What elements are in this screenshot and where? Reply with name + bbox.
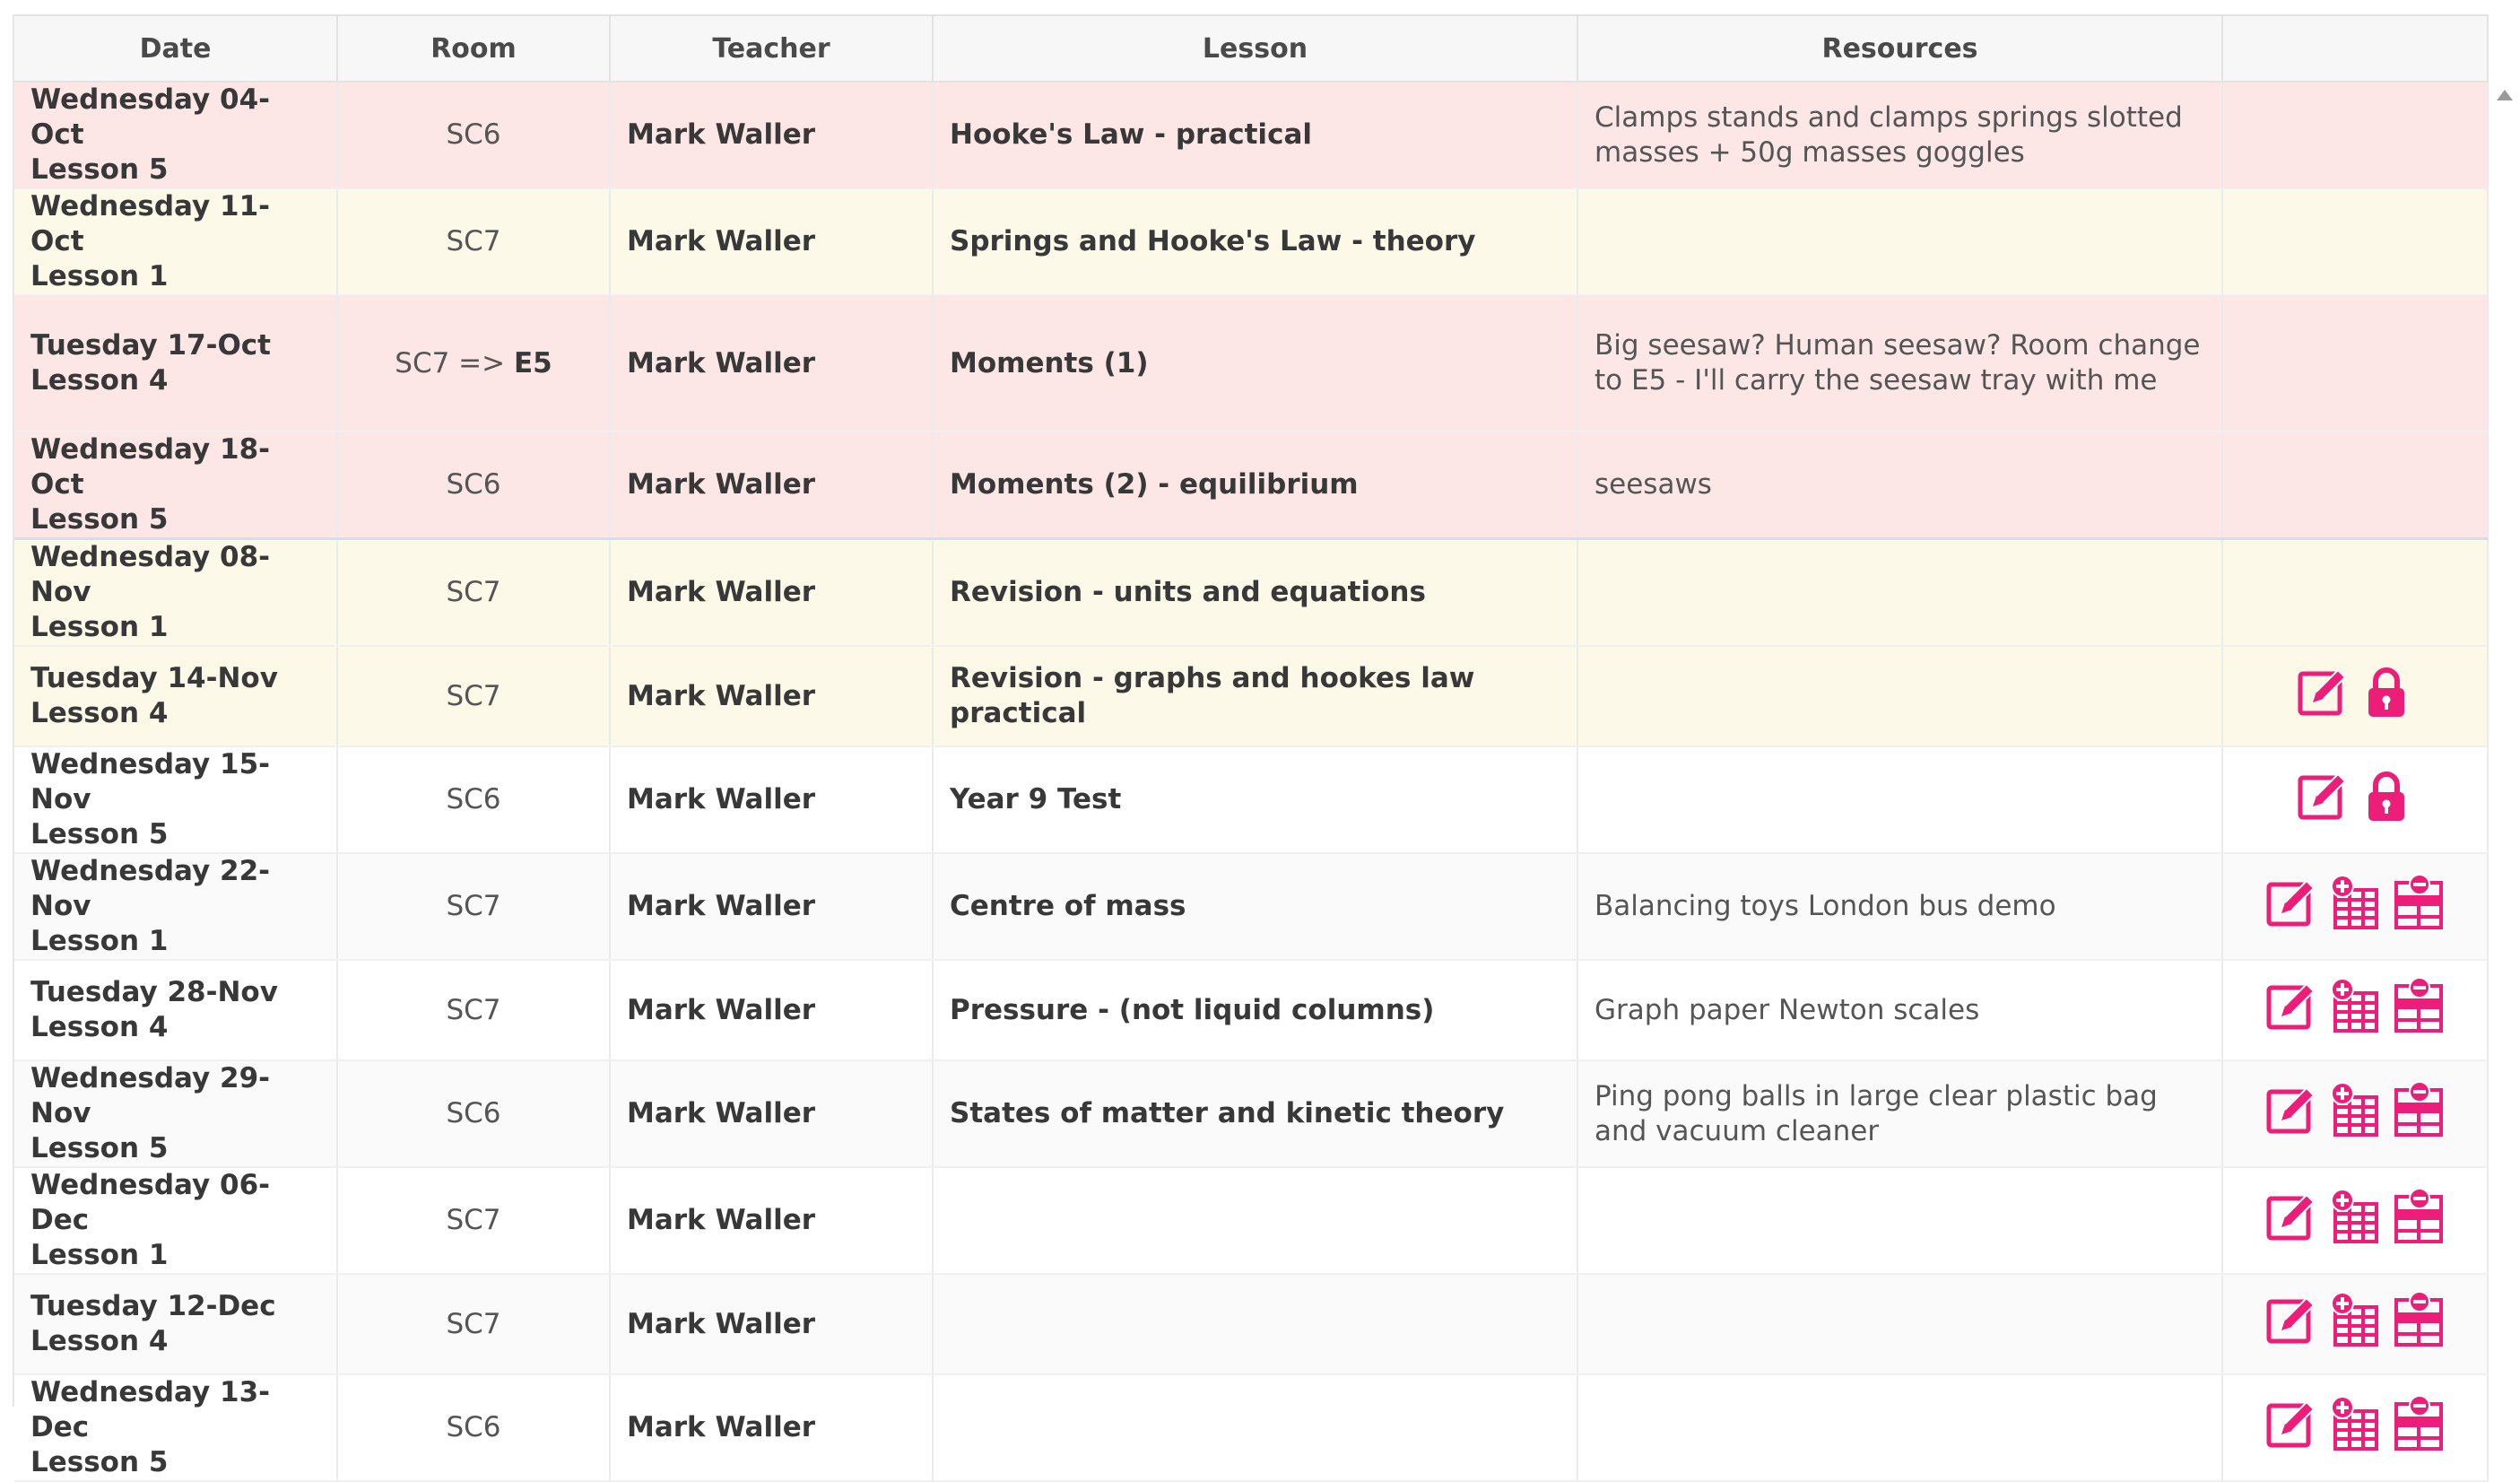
lesson-cell: Pressure - (not liquid columns)	[933, 960, 1577, 1060]
actions-cell	[2222, 1060, 2488, 1167]
date-text: Tuesday 12-Dec	[30, 1290, 276, 1322]
lesson-period-text: Lesson 4	[30, 1325, 169, 1357]
lesson-cell: Centre of mass	[933, 853, 1577, 960]
actions-cell	[2222, 1167, 2488, 1274]
lesson-cell	[933, 1374, 1577, 1481]
date-cell	[14, 82, 337, 188]
date-text: Wednesday 29-Nov	[30, 1062, 271, 1129]
table-row	[14, 853, 2488, 960]
remove-row-icon[interactable]	[2389, 977, 2446, 1034]
lesson-period-text: Lesson 5	[30, 503, 169, 536]
table-header-row	[14, 15, 2488, 82]
room-cell	[337, 295, 610, 432]
room-cell	[337, 1274, 610, 1374]
date-cell	[14, 539, 337, 647]
lessons-table	[14, 14, 2489, 1482]
edit-icon[interactable]	[2264, 874, 2321, 931]
table-row	[14, 188, 2488, 295]
room-text: SC7	[446, 1204, 501, 1236]
lesson-period-text: Lesson 1	[30, 925, 169, 957]
add-row-icon[interactable]	[2326, 977, 2384, 1034]
resources-cell	[1577, 1274, 2222, 1374]
resources-cell: Clamps stands and clamps springs slotted masses + 50g masses goggles	[1577, 82, 2222, 188]
room-cell	[337, 1374, 610, 1481]
room-cell	[337, 853, 610, 960]
room-cell	[337, 539, 610, 647]
header-resources[interactable]: Resources	[1577, 15, 2222, 82]
lesson-cell: Year 9 Test	[933, 746, 1577, 853]
actions-cell	[2222, 539, 2488, 647]
room-cell	[337, 1167, 610, 1274]
actions-cell	[2222, 1374, 2488, 1481]
room-text: SC7 =>	[395, 346, 506, 379]
teacher-cell: Mark Waller	[610, 1060, 933, 1167]
lesson-period-text: Lesson 5	[30, 1446, 169, 1478]
remove-row-icon[interactable]	[2389, 1395, 2446, 1452]
teacher-cell: Mark Waller	[610, 295, 933, 432]
lesson-cell: Springs and Hooke's Law - theory	[933, 188, 1577, 295]
edit-icon[interactable]	[2264, 1081, 2321, 1138]
edit-icon[interactable]	[2264, 1395, 2321, 1452]
actions-cell	[2222, 746, 2488, 853]
header-teacher[interactable]: Teacher	[610, 15, 933, 82]
lesson-period-text: Lesson 4	[30, 697, 169, 729]
resources-cell	[1577, 188, 2222, 295]
resources-cell	[1577, 1167, 2222, 1274]
lesson-period-text: Lesson 1	[30, 611, 169, 643]
room-text: SC7	[446, 576, 501, 608]
table-row	[14, 1374, 2488, 1481]
room-text: SC6	[446, 1411, 501, 1443]
row-action-icons	[2264, 1291, 2446, 1348]
actions-cell	[2222, 82, 2488, 188]
date-text: Tuesday 14-Nov	[30, 662, 278, 694]
lesson-period-text: Lesson 5	[30, 1132, 169, 1164]
date-cell	[14, 1374, 337, 1481]
add-row-icon[interactable]	[2326, 1081, 2384, 1138]
lesson-period-text: Lesson 5	[30, 818, 169, 850]
edit-icon[interactable]	[2264, 977, 2321, 1034]
date-text: Wednesday 08-Nov	[30, 541, 271, 608]
lesson-cell: Moments (2) - equilibrium	[933, 432, 1577, 539]
date-cell	[14, 1167, 337, 1274]
table-row	[14, 1060, 2488, 1167]
table-row	[14, 539, 2488, 647]
date-text: Wednesday 18-Oct	[30, 433, 271, 501]
resources-cell: seesaws	[1577, 432, 2222, 539]
room-cell	[337, 746, 610, 853]
date-text: Wednesday 06-Dec	[30, 1169, 271, 1236]
row-action-icons	[2264, 874, 2446, 931]
lesson-cell: Moments (1)	[933, 295, 1577, 432]
actions-cell	[2222, 960, 2488, 1060]
lesson-cell: Revision - units and equations	[933, 539, 1577, 647]
teacher-cell: Mark Waller	[610, 82, 933, 188]
actions-cell	[2222, 646, 2488, 746]
date-text: Wednesday 22-Nov	[30, 855, 271, 922]
remove-row-icon[interactable]	[2389, 1188, 2446, 1245]
edit-icon[interactable]	[2295, 663, 2352, 720]
edit-icon[interactable]	[2295, 767, 2352, 824]
date-text: Tuesday 17-Oct	[30, 329, 271, 362]
room-cell	[337, 188, 610, 295]
lesson-cell: States of matter and kinetic theory	[933, 1060, 1577, 1167]
room-cell	[337, 960, 610, 1060]
lesson-period-text: Lesson 1	[30, 1239, 169, 1271]
room-text: SC6	[446, 468, 501, 501]
room-change-text: E5	[513, 346, 552, 379]
actions-cell	[2222, 188, 2488, 295]
table-row	[14, 82, 2488, 188]
resources-cell: Big seesaw? Human seesaw? Room change to E5 - I'll carry the seesaw tray with me	[1577, 295, 2222, 432]
date-text: Wednesday 04-Oct	[30, 83, 271, 151]
room-text: SC7	[446, 993, 501, 1026]
date-text: Wednesday 13-Dec	[30, 1376, 271, 1443]
date-cell	[14, 432, 337, 539]
room-text: SC7	[446, 225, 501, 257]
vertical-scrollbar[interactable]	[2490, 81, 2520, 1407]
room-cell	[337, 646, 610, 746]
date-text: Tuesday 28-Nov	[30, 976, 278, 1008]
lock-icon[interactable]	[2358, 663, 2415, 720]
add-row-icon[interactable]	[2326, 1395, 2384, 1452]
row-action-icons	[2295, 663, 2415, 720]
room-cell	[337, 82, 610, 188]
header-date[interactable]: Date	[14, 15, 337, 82]
table-row	[14, 646, 2488, 746]
table-row	[14, 1274, 2488, 1374]
row-action-icons	[2264, 1395, 2446, 1452]
actions-cell	[2222, 853, 2488, 960]
teacher-cell: Mark Waller	[610, 853, 933, 960]
resources-cell	[1577, 646, 2222, 746]
teacher-cell: Mark Waller	[610, 746, 933, 853]
resources-cell: Graph paper Newton scales	[1577, 960, 2222, 1060]
lesson-period-text: Lesson 5	[30, 153, 169, 186]
lesson-period-text: Lesson 4	[30, 1011, 169, 1043]
row-action-icons	[2264, 977, 2446, 1034]
date-text: Wednesday 11-Oct	[30, 190, 271, 257]
room-cell	[337, 432, 610, 539]
actions-cell	[2222, 295, 2488, 432]
teacher-cell: Mark Waller	[610, 432, 933, 539]
teacher-cell: Mark Waller	[610, 188, 933, 295]
date-cell	[14, 853, 337, 960]
date-cell	[14, 1060, 337, 1167]
resources-cell	[1577, 746, 2222, 853]
row-action-icons	[2264, 1081, 2446, 1138]
room-text: SC6	[446, 783, 501, 815]
table-row	[14, 1167, 2488, 1274]
header-room[interactable]: Room	[337, 15, 610, 82]
room-text: SC6	[446, 118, 501, 151]
teacher-cell: Mark Waller	[610, 1374, 933, 1481]
actions-cell	[2222, 1274, 2488, 1374]
date-text: Wednesday 15-Nov	[30, 748, 271, 815]
remove-row-icon[interactable]	[2389, 1081, 2446, 1138]
resources-cell	[1577, 1374, 2222, 1481]
teacher-cell: Mark Waller	[610, 539, 933, 647]
header-lesson[interactable]: Lesson	[933, 15, 1577, 82]
room-text: SC7	[446, 890, 501, 922]
add-row-icon[interactable]	[2326, 1188, 2384, 1245]
lesson-period-text: Lesson 1	[30, 260, 169, 292]
edit-icon[interactable]	[2264, 1291, 2321, 1348]
date-cell	[14, 746, 337, 853]
lesson-cell: Hooke's Law - practical	[933, 82, 1577, 188]
room-text: SC6	[446, 1097, 501, 1129]
table-row	[14, 432, 2488, 539]
date-cell	[14, 295, 337, 432]
room-cell	[337, 1060, 610, 1167]
actions-cell	[2222, 432, 2488, 539]
row-action-icons	[2264, 1188, 2446, 1245]
lesson-period-text: Lesson 4	[30, 364, 169, 397]
row-action-icons	[2295, 767, 2415, 824]
date-cell	[14, 646, 337, 746]
table-row	[14, 746, 2488, 853]
scroll-up-arrow-icon[interactable]	[2497, 90, 2513, 100]
room-text: SC7	[446, 679, 501, 712]
date-cell	[14, 188, 337, 295]
add-row-icon[interactable]	[2326, 1291, 2384, 1348]
teacher-cell: Mark Waller	[610, 1167, 933, 1274]
lesson-cell: Revision - graphs and hookes law practical	[933, 646, 1577, 746]
lessons-table-container	[13, 14, 2488, 1478]
room-text: SC7	[446, 1307, 501, 1340]
date-cell	[14, 1274, 337, 1374]
lesson-cell	[933, 1167, 1577, 1274]
remove-row-icon[interactable]	[2389, 874, 2446, 931]
date-cell	[14, 960, 337, 1060]
teacher-cell: Mark Waller	[610, 1274, 933, 1374]
resources-cell: Ping pong balls in large clear plastic bag and vacuum cleaner	[1577, 1060, 2222, 1167]
header-actions	[2222, 15, 2488, 82]
resources-cell	[1577, 539, 2222, 647]
remove-row-icon[interactable]	[2389, 1291, 2446, 1348]
teacher-cell: Mark Waller	[610, 646, 933, 746]
resources-cell: Balancing toys London bus demo	[1577, 853, 2222, 960]
table-row	[14, 295, 2488, 432]
table-row	[14, 960, 2488, 1060]
lock-icon[interactable]	[2358, 767, 2415, 824]
lesson-cell	[933, 1274, 1577, 1374]
edit-icon[interactable]	[2264, 1188, 2321, 1245]
add-row-icon[interactable]	[2326, 874, 2384, 931]
teacher-cell: Mark Waller	[610, 960, 933, 1060]
